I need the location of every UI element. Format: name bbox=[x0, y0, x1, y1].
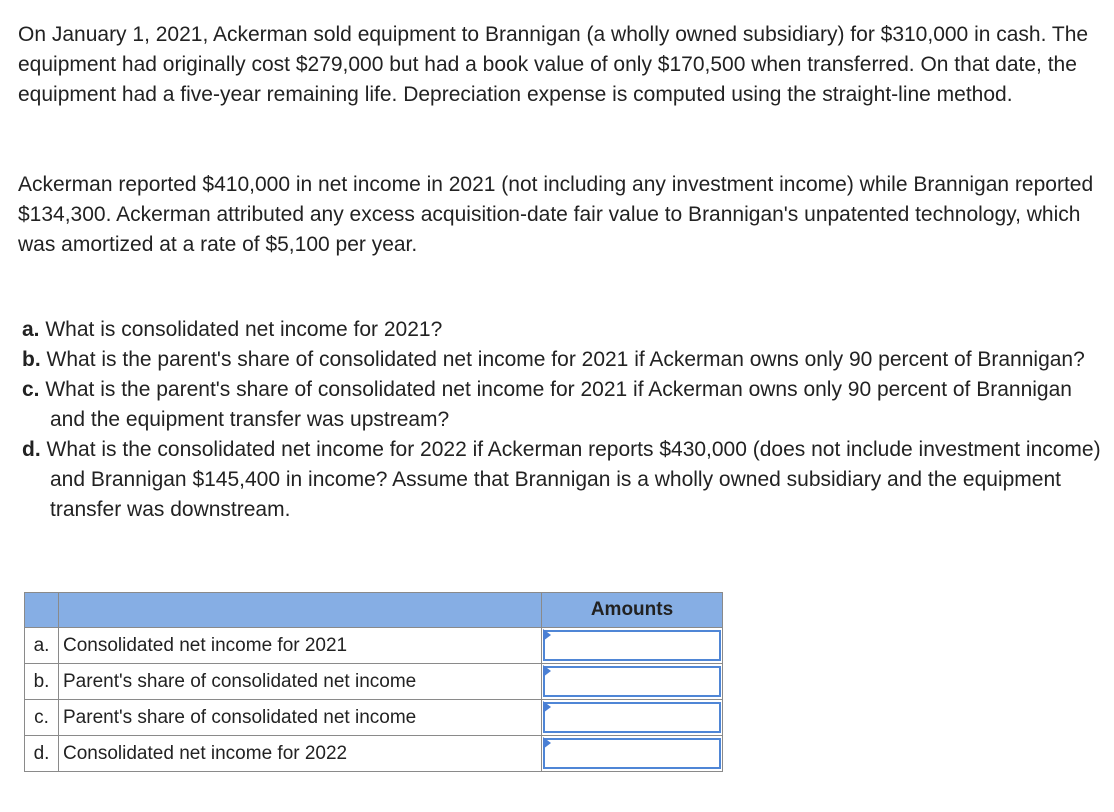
question-d bbox=[22, 435, 1102, 525]
amount-cell bbox=[542, 736, 723, 772]
problem-paragraph-1: On January 1, 2021, Ackerman sold equipment to Brannigan (a wholly owned subsidiary) for $310,000 in cash. The equipment had originally cost $279,000 but had a book value of only $170,500 when transferred. On that date, the equipment had a five-year remaining life. Depreciation expense is computed using the straight-line method. bbox=[18, 23, 1089, 106]
amount-cell bbox=[542, 628, 723, 664]
question-text: What is the consolidated net income for 2022 if Ackerman reports $430,000 (does not include investment income) and Brannigan $145,400 in income? Assume that Brannigan is a wholly owned subsidiary and the equipment transfer was downstream. bbox=[46, 438, 1101, 521]
row-letter: d. bbox=[25, 736, 59, 772]
row-label: Consolidated net income for 2021 bbox=[59, 628, 542, 664]
dropdown-marker-icon bbox=[543, 665, 551, 677]
question-b bbox=[22, 345, 1102, 375]
question-letter: a. bbox=[22, 318, 40, 341]
dropdown-marker-icon bbox=[543, 701, 551, 713]
header-amounts: Amounts bbox=[542, 593, 723, 628]
table-row bbox=[25, 736, 723, 772]
question-a bbox=[22, 315, 1102, 345]
amount-input-b[interactable] bbox=[543, 666, 721, 697]
amount-input-a[interactable] bbox=[543, 630, 721, 661]
table-row bbox=[25, 628, 723, 664]
row-letter: c. bbox=[25, 700, 59, 736]
question-text: What is the parent's share of consolidated net income for 2021 if Ackerman owns only 90 percent of Brannigan? bbox=[46, 348, 1085, 371]
header-blank-description bbox=[59, 593, 542, 628]
dropdown-marker-icon bbox=[543, 629, 551, 641]
row-label: Parent's share of consolidated net income bbox=[59, 700, 542, 736]
dropdown-marker-icon bbox=[543, 737, 551, 749]
answer-table-header bbox=[25, 593, 723, 628]
row-letter: b. bbox=[25, 664, 59, 700]
question-text: What is the parent's share of consolidated net income for 2021 if Ackerman owns only 90 percent of Brannigan and the equipment transfer was upstream? bbox=[45, 378, 1072, 431]
table-row bbox=[25, 664, 723, 700]
amount-cell bbox=[542, 664, 723, 700]
amount-input-d[interactable] bbox=[543, 738, 721, 769]
amount-input-c[interactable] bbox=[543, 702, 721, 733]
question-letter: c. bbox=[22, 378, 40, 401]
question-c bbox=[22, 375, 1102, 435]
amount-cell bbox=[542, 700, 723, 736]
row-letter: a. bbox=[25, 628, 59, 664]
row-label: Consolidated net income for 2022 bbox=[59, 736, 542, 772]
question-letter: b. bbox=[22, 348, 41, 371]
problem-paragraph-2: Ackerman reported $410,000 in net income in 2021 (not including any investment income) while Brannigan reported $134,300. Ackerman attributed any excess acquisition-date fair value to Brannigan's unpatented technology, which was amortized at a rate of $5,100 per year. bbox=[18, 173, 1094, 256]
row-label: Parent's share of consolidated net income bbox=[59, 664, 542, 700]
question-text: What is consolidated net income for 2021? bbox=[45, 318, 443, 341]
table-row bbox=[25, 700, 723, 736]
question-letter: d. bbox=[22, 438, 41, 461]
header-blank-letter bbox=[25, 593, 59, 628]
question-list bbox=[22, 315, 1102, 525]
answer-table bbox=[24, 592, 723, 772]
